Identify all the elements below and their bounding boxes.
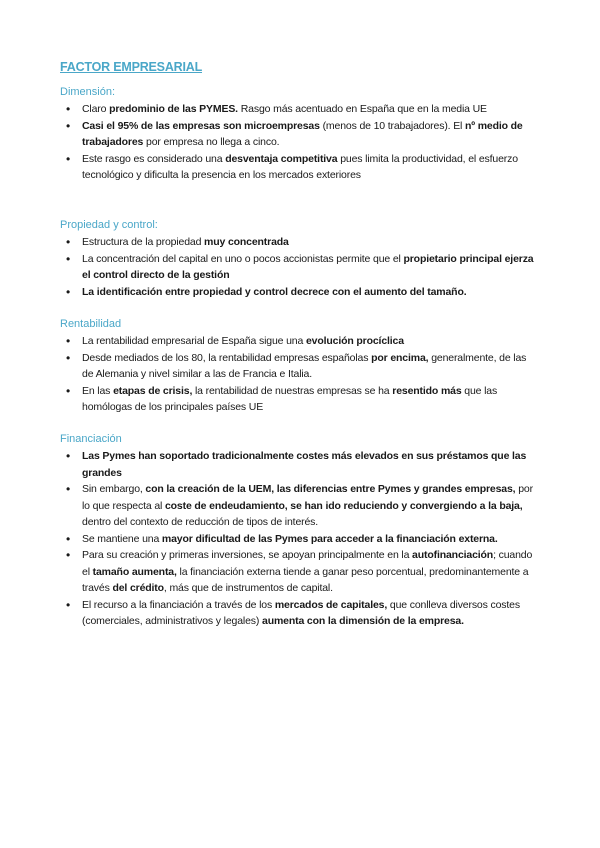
- bold-text: mayor dificultad de las Pymes para acceder a la financiación externa.: [161, 532, 498, 545]
- text-run: Estructura de la propiedad: [82, 236, 205, 248]
- text-run: La concentración del capital en uno o pocos accionistas permite que el: [82, 252, 404, 265]
- bold-text: autofinanciación: [412, 549, 494, 561]
- list-item: [60, 383, 540, 416]
- section-financiacion: [60, 432, 540, 630]
- bold-text: del crédito: [112, 582, 164, 594]
- text-run: Para su creación y primeras inversiones, se apoyan principalmente en la: [82, 549, 413, 561]
- text-run: por lo que respecta al: [82, 483, 533, 512]
- text-run: Rasgo más acentuado en España que en la media UE: [237, 103, 487, 115]
- section-heading: Rentabilidad: [60, 318, 122, 330]
- text-run: Claro: [82, 103, 110, 115]
- bullet-list: [60, 101, 540, 184]
- text-run: que las homólogas de los principales países UE: [82, 384, 498, 413]
- bold-text: Casi el 95% de las empresas son microempresas: [82, 119, 320, 132]
- list-item: [60, 333, 540, 350]
- text-run: la financiación externa tiende a ganar peso porcentual, predominantemente a través: [82, 565, 529, 594]
- text-run: En las: [82, 384, 114, 397]
- bullet-list: [60, 234, 540, 300]
- section-heading: Propiedad y control:: [60, 219, 158, 231]
- bold-text: desventaja competitiva: [225, 152, 338, 165]
- text-run: que conlleva diversos costes (comerciales, administrativos y legales): [82, 598, 520, 627]
- section-dimension: [60, 85, 540, 184]
- list-item: [60, 481, 540, 531]
- bold-text: evolución procíclica: [305, 335, 404, 347]
- text-run: generalmente, de las de Alemania y nivel similar a las de Francia e Italia.: [82, 351, 527, 380]
- list-item: [60, 284, 540, 301]
- bold-text: tamaño aumenta,: [92, 565, 177, 578]
- bold-text: La identificación entre propiedad y control decrece con el aumento del tamaño.: [82, 285, 467, 298]
- bold-text: muy concentrada: [204, 236, 289, 248]
- text-run: pues limita la productividad, el esfuerzo tecnológico y dificulta la presencia en los mercados exteriores: [82, 152, 518, 181]
- list-item: [60, 118, 540, 151]
- bold-text: mercados de capitales,: [274, 598, 388, 611]
- section-heading: Dimensión:: [60, 86, 116, 98]
- text-run: Desde mediados de los 80, la rentabilidad empresas españolas: [82, 351, 372, 364]
- text-run: La rentabilidad empresarial de España sigue una: [82, 335, 306, 347]
- bullet-list: [60, 333, 540, 416]
- section-rentabilidad: [60, 317, 540, 416]
- bold-text: resentido más: [392, 384, 462, 397]
- section-propiedad-control: [60, 218, 540, 300]
- bold-text: propietario principal ejerza el control directo de la gestión: [82, 252, 534, 281]
- list-item: [60, 350, 540, 383]
- bullet-list: [60, 448, 540, 630]
- text-run: dentro del contexto de reducción de tipos de interés.: [82, 516, 319, 528]
- bold-text: por encima,: [371, 351, 429, 364]
- text-run: Este rasgo es considerado una: [82, 152, 226, 165]
- bold-text: aumenta con la dimensión de la empresa.: [262, 615, 464, 627]
- list-item: [60, 251, 540, 284]
- text-run: la rentabilidad de nuestras empresas se ha: [192, 384, 393, 397]
- text-run: (menos de 10 trabajadores). El: [319, 119, 466, 132]
- list-item: [60, 151, 540, 184]
- text-run: por empresa no llega a cinco.: [143, 136, 280, 148]
- section-heading: Financiación: [60, 433, 122, 445]
- list-item: [60, 531, 540, 548]
- bold-text: Las Pymes han soportado tradicionalmente costes más elevados en sus préstamos que las grandes: [82, 450, 527, 479]
- list-item: [60, 547, 540, 597]
- text-run: Se mantiene una: [82, 532, 162, 545]
- bold-text: con la creación de la UEM, las diferencias entre Pymes y grandes empresas,: [145, 483, 516, 495]
- bold-text: coste de endeudamiento, se han ido reduciendo y convergiendo a la baja,: [164, 499, 523, 512]
- bold-text: predominio de las PYMES.: [109, 103, 238, 115]
- text-run: , más que de instrumentos de capital.: [163, 582, 333, 594]
- text-run: ; cuando el: [82, 549, 533, 578]
- list-item: [60, 597, 540, 630]
- text-run: El recurso a la financiación a través de los: [82, 598, 275, 611]
- bold-text: nº medio de trabajadores: [82, 119, 523, 148]
- list-item: [60, 234, 540, 251]
- text-run: Sin embargo,: [82, 483, 146, 495]
- bold-text: etapas de crisis,: [113, 384, 193, 397]
- list-item: [60, 448, 540, 481]
- page-title: FACTOR EMPRESARIAL: [60, 60, 203, 74]
- list-item: [60, 101, 540, 118]
